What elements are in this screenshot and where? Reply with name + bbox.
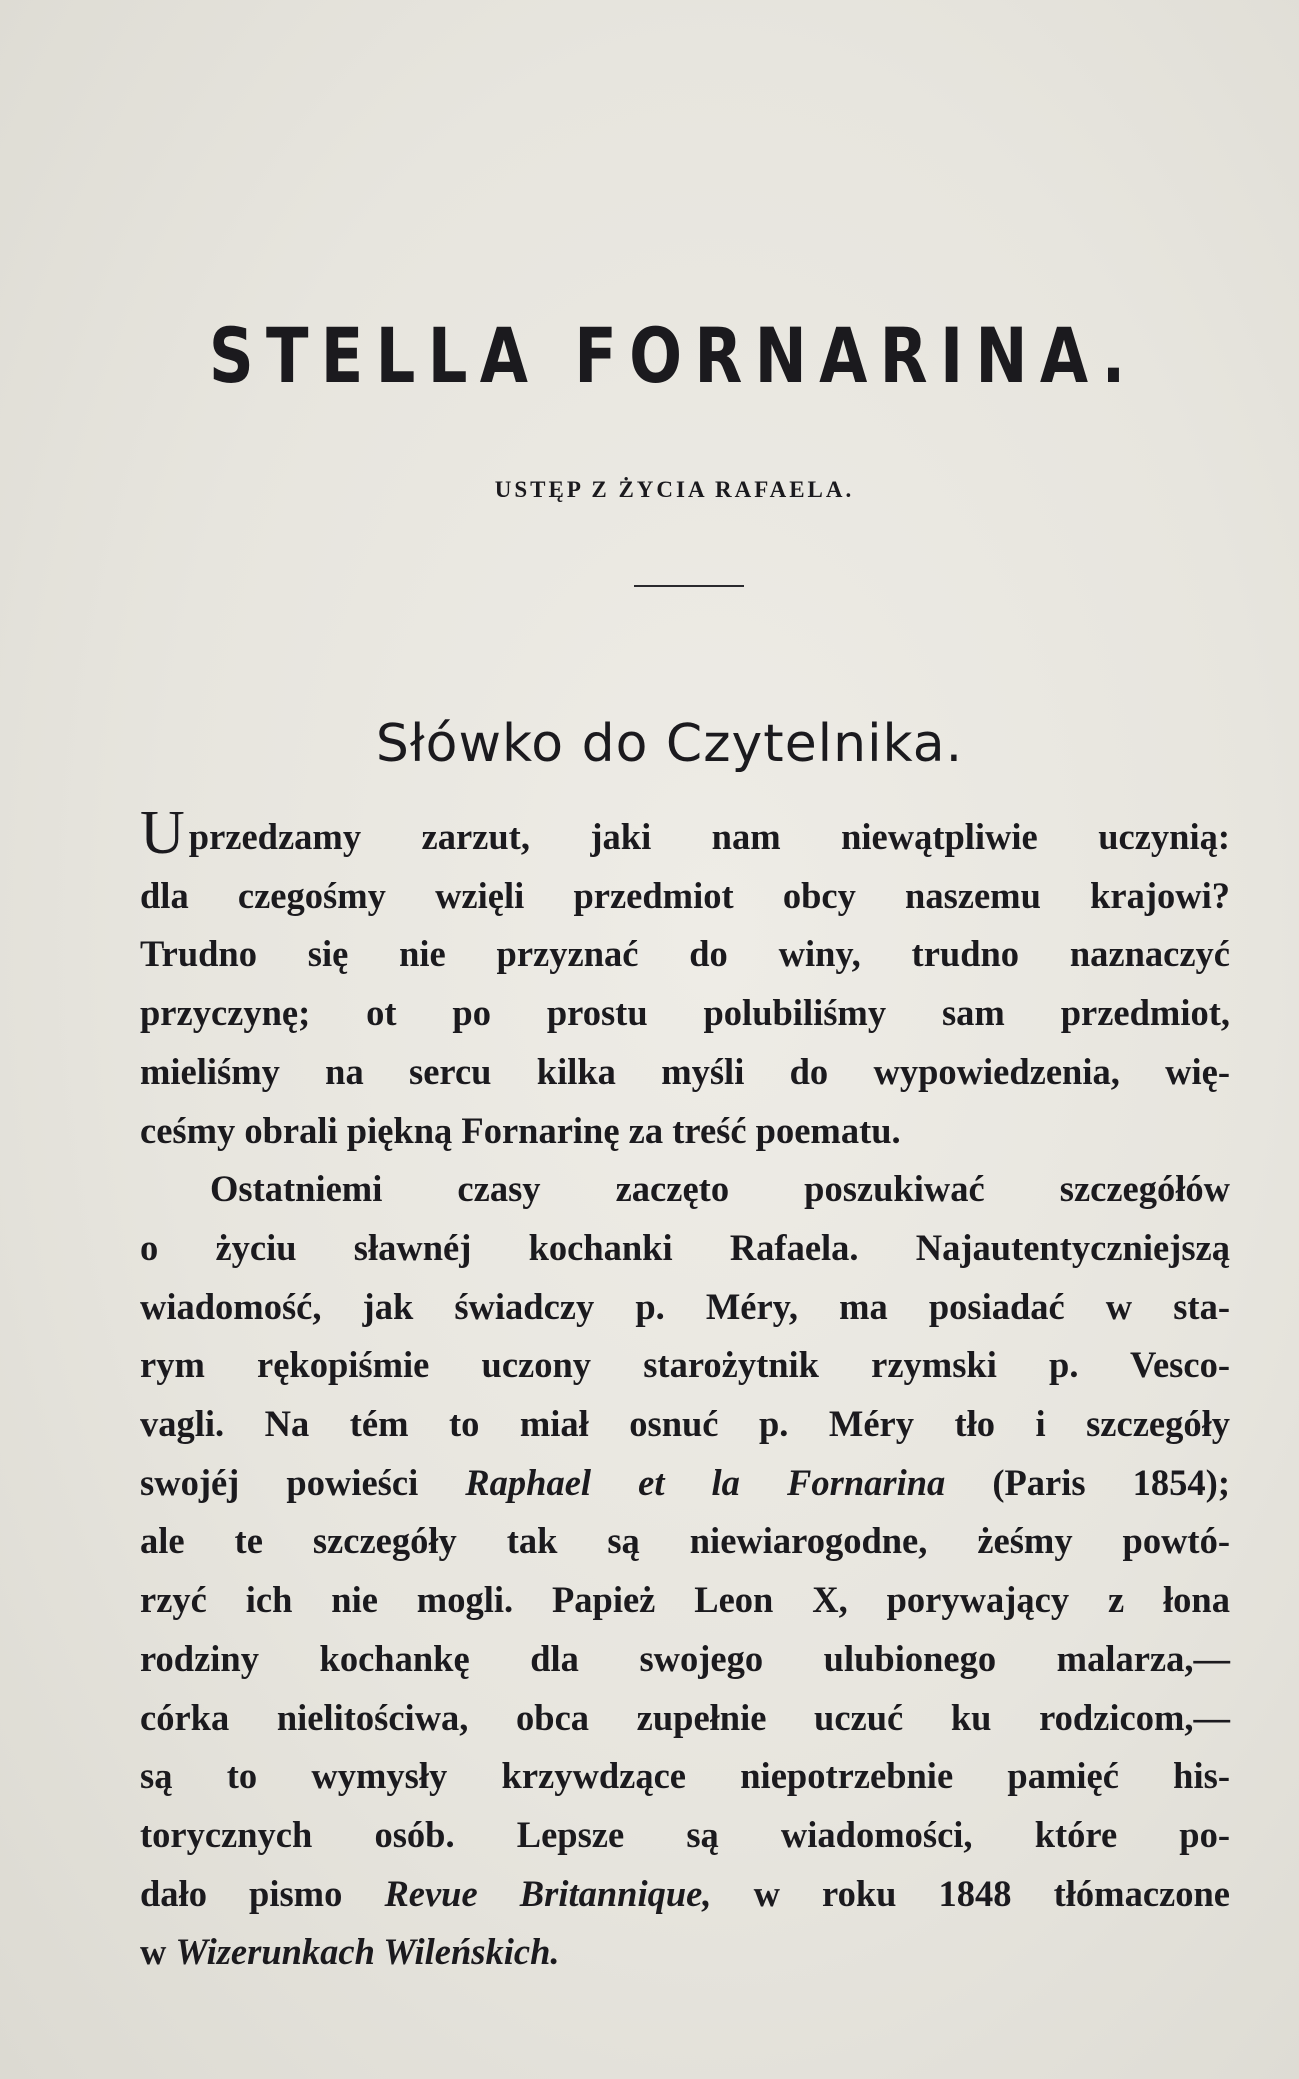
text-line — [140, 1454, 1230, 1513]
periodical-title-italic: Revue Britannique, — [384, 1872, 712, 1914]
text-segment: dało pismo — [140, 1872, 385, 1914]
text-line: ale te szczegóły tak są niewiarogodne, żeśmy powtó- — [140, 1520, 1230, 1562]
text-line: rodziny kochankę dla swojego ulubionego malarza,— — [140, 1637, 1230, 1679]
text-line: o życiu sławnéj kochanki Rafaela. Najautentyczniejszą — [140, 1226, 1230, 1268]
text-line — [140, 799, 1230, 867]
text-line — [140, 1865, 1230, 1924]
divider-rule — [634, 585, 744, 587]
text-line-content: przedzamy zarzut, jaki nam niewątpliwie uczynią: — [188, 816, 1230, 857]
text-line: ceśmy obrali piękną Fornarinę za treść poematu. — [140, 1109, 901, 1151]
text-line: są to wymysły krzywdzące niepotrzebnie pamięć his- — [140, 1755, 1230, 1797]
publication-title-italic: Wizerunkach Wileńskich. — [175, 1931, 560, 1973]
text-segment: (Paris 1854); — [945, 1461, 1230, 1503]
text-line: Trudno się nie przyznać do winy, trudno naznaczyć — [140, 933, 1230, 975]
text-segment: w roku 1848 tłómaczone — [711, 1872, 1230, 1914]
text-line: torycznych osób. Lepsze są wiadomości, które po- — [140, 1813, 1230, 1855]
text-line: vagli. Na tém to miał osnuć p. Méry tło i szczegóły — [140, 1403, 1230, 1445]
text-line — [140, 1923, 1230, 1982]
body-text — [140, 799, 1230, 1982]
text-line: przyczynę; ot po prostu polubiliśmy sam przedmiot, — [140, 992, 1230, 1034]
page-title: STELLA FORNARINA. — [208, 311, 1138, 400]
text-line: wiadomość, jak świadczy p. Méry, ma posiadać w sta- — [140, 1285, 1230, 1327]
text-line: Ostatniemi czasy zaczęto poszukiwać szczegółów — [210, 1168, 1230, 1210]
text-line: dla czegośmy wzięli przedmiot obcy naszemu krajowi? — [140, 874, 1230, 916]
paragraph-1 — [140, 799, 1230, 1160]
text-line: rym rękopiśmie uczony starożytnik rzymski p. Vesco- — [140, 1344, 1230, 1386]
section-heading: Słówko do Czytelnika. — [375, 714, 964, 774]
page-subtitle: USTĘP Z ŻYCIA RAFAELA. — [494, 477, 855, 502]
text-segment: w — [140, 1931, 176, 1973]
text-line: córka nielitościwa, obca zupełnie uczuć ku rodzicom,— — [140, 1696, 1230, 1738]
book-title-italic: Raphael et la Fornarina — [465, 1461, 946, 1503]
text-line: rzyć ich nie mogli. Papież Leon X, porywający z łona — [140, 1579, 1230, 1621]
text-line: mieliśmy na sercu kilka myśli do wypowiedzenia, wię- — [140, 1050, 1230, 1092]
paragraph-2 — [140, 1160, 1230, 1982]
drop-cap: U — [140, 799, 185, 867]
text-segment: swojéj powieści — [140, 1461, 466, 1503]
